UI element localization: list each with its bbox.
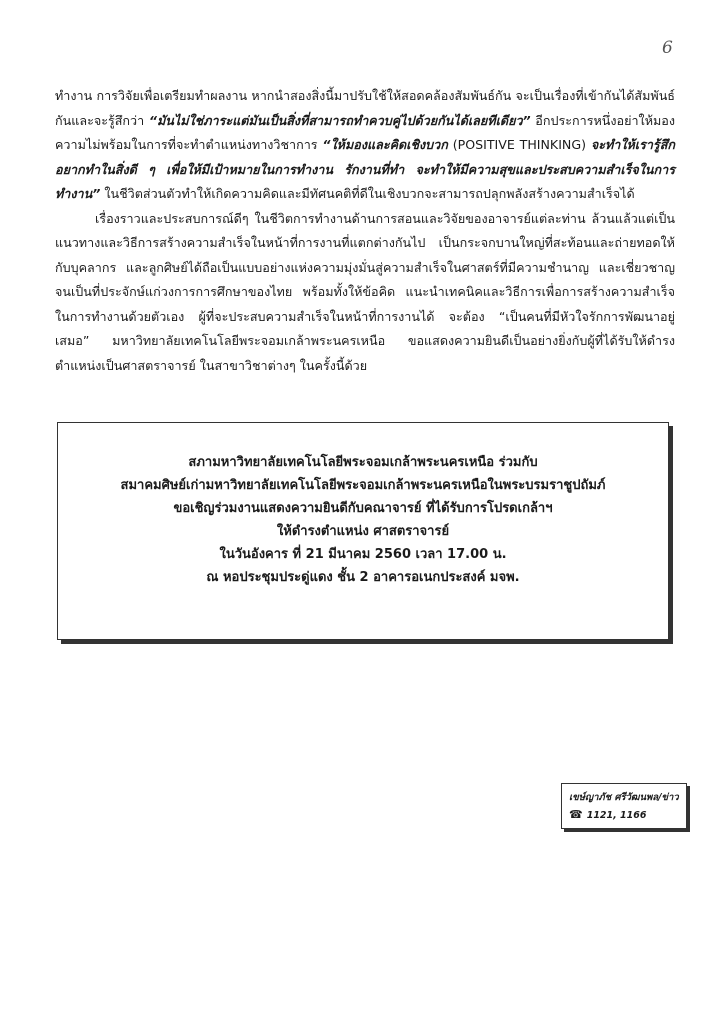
paragraph-1 (55, 84, 675, 207)
news-author: เขษ์ญาภัช ศรีวัฒนพล/ข่าว (569, 792, 679, 803)
invitation-line-6: ณ หอประชุมประดู่แดง ชั้น 2 อาคารอเนกประสงค์ มจพ. (206, 570, 520, 585)
paragraph-1-text-b: อีกประการหนึ่งอย่าให้มองความไม่พร้อมในการที่จะทำตำแหน่งทางวิชาการ (55, 112, 676, 152)
article-body (55, 84, 675, 378)
event-invitation-box (57, 422, 669, 640)
news-contact-stamp (561, 783, 687, 829)
invitation-line-4: ให้ดำรงตำแหน่ง ศาสตราจารย์ (276, 524, 450, 539)
invitation-line-2: สมาคมศิษย์เก่ามหาวิทยาลัยเทคโนโลยีพระจอมเกล้าพระนครเหนือในพระบรมราชูปถัมภ์ (120, 478, 606, 493)
paragraph-2: เรื่องราวและประสบการณ์ดีๆ ในชีวิตการทำงานด้านการสอนและวิจัยของอาจารย์แต่ละท่าน ล้วนแล้วแต่เป็นแนวทางและวิธีการสร้างความสำเร็จในหน้าที่การงานที่แตกต่างกันไป เป็นกระจกบานใหญ่ที่สะท้อนและถ่ายทอดให้กับบุคลากร และลูกศิษย์ได้ถือเป็นแบบอย่างแห่งความมุ่งมั่นสู่ความสำเร็จในศาสตร์ที่มีความชำนาญ และเชี่ยวชาญจนเป็นที่ประจักษ์แก่วงการการศึกษาของไทย พร้อมทั้งให้ข้อคิด แนะนำเทคนิคและวิธีการเพื่อการสร้างความสำเร็จในการทำงานด้วยตัวเอง ผู้ที่จะประสบความสำเร็จในหน้าที่การงานได้ จะต้อง “เป็นคนที่มีหัวใจรักการพัฒนาอยู่เสมอ” มหาวิทยาลัยเทคโนโลยีพระจอมเกล้าพระนครเหนือ ขอแสดงความยินดีเป็นอย่างยิ่งกับผู้ที่ได้รับให้ดำรงตำแหน่งเป็นศาสตราจารย์ ในสาขาวิชาต่างๆ ในครั้งนี้ด้วย (55, 210, 675, 373)
quote-positive-thinking: “ให้มองและคิดเชิงบวก (322, 137, 448, 152)
quote-not-burden: “มันไม่ใช่ภาระแต่มันเป็นสิ่งที่สามารถทำควบคู่ไปด้วยกันได้เลยทีเดียว” (148, 112, 531, 128)
paragraph-1-text-a: ทำงาน การวิจัยเพื่อเตรียมทำผลงาน หากนำสองสิ่งนี้มาปรับใช้ให้สอดคล้องสัมพันธ์กัน จะเป็นเรื่องที่เข้ากันได้สัมพันธ์กันและจะรู้สึกว่า (55, 88, 675, 128)
invitation-line-3: ขอเชิญร่วมงานแสดงความยินดีกับคณาจารย์ ที่ได้รับการโปรดเกล้าฯ (173, 501, 553, 516)
quote-love-work: จะทำให้เรารู้สึกอยากทำในสิ่งดี ๆ เพื่อให้มีเป้าหมายในการทำงาน รักงานที่ทำ จะทำให้มีความสุขและประสบความสำเร็จในการทำงาน” (55, 137, 676, 201)
paragraph-1-text-c: ในชีวิตส่วนตัวทำให้เกิดความคิดและมีทัศนคติที่ดีในเชิงบวกจะสามารถปลุกพลังสร้างความสำเร็จได้ (100, 186, 635, 201)
phone-row (569, 806, 679, 824)
phone-numbers: 1121, 1166 (586, 810, 647, 821)
invitation-line-5: ในวันอังคาร ที่ 21 มีนาคม 2560 เวลา 17.00 น. (219, 547, 507, 562)
page-number: 6 (662, 38, 673, 58)
telephone-icon: ☎ (569, 808, 583, 821)
paragraph-1-positive-thinking: (POSITIVE THINKING) (447, 137, 591, 152)
invitation-line-1: สภามหาวิทยาลัยเทคโนโลยีพระจอมเกล้าพระนครเหนือ ร่วมกับ (188, 455, 538, 470)
